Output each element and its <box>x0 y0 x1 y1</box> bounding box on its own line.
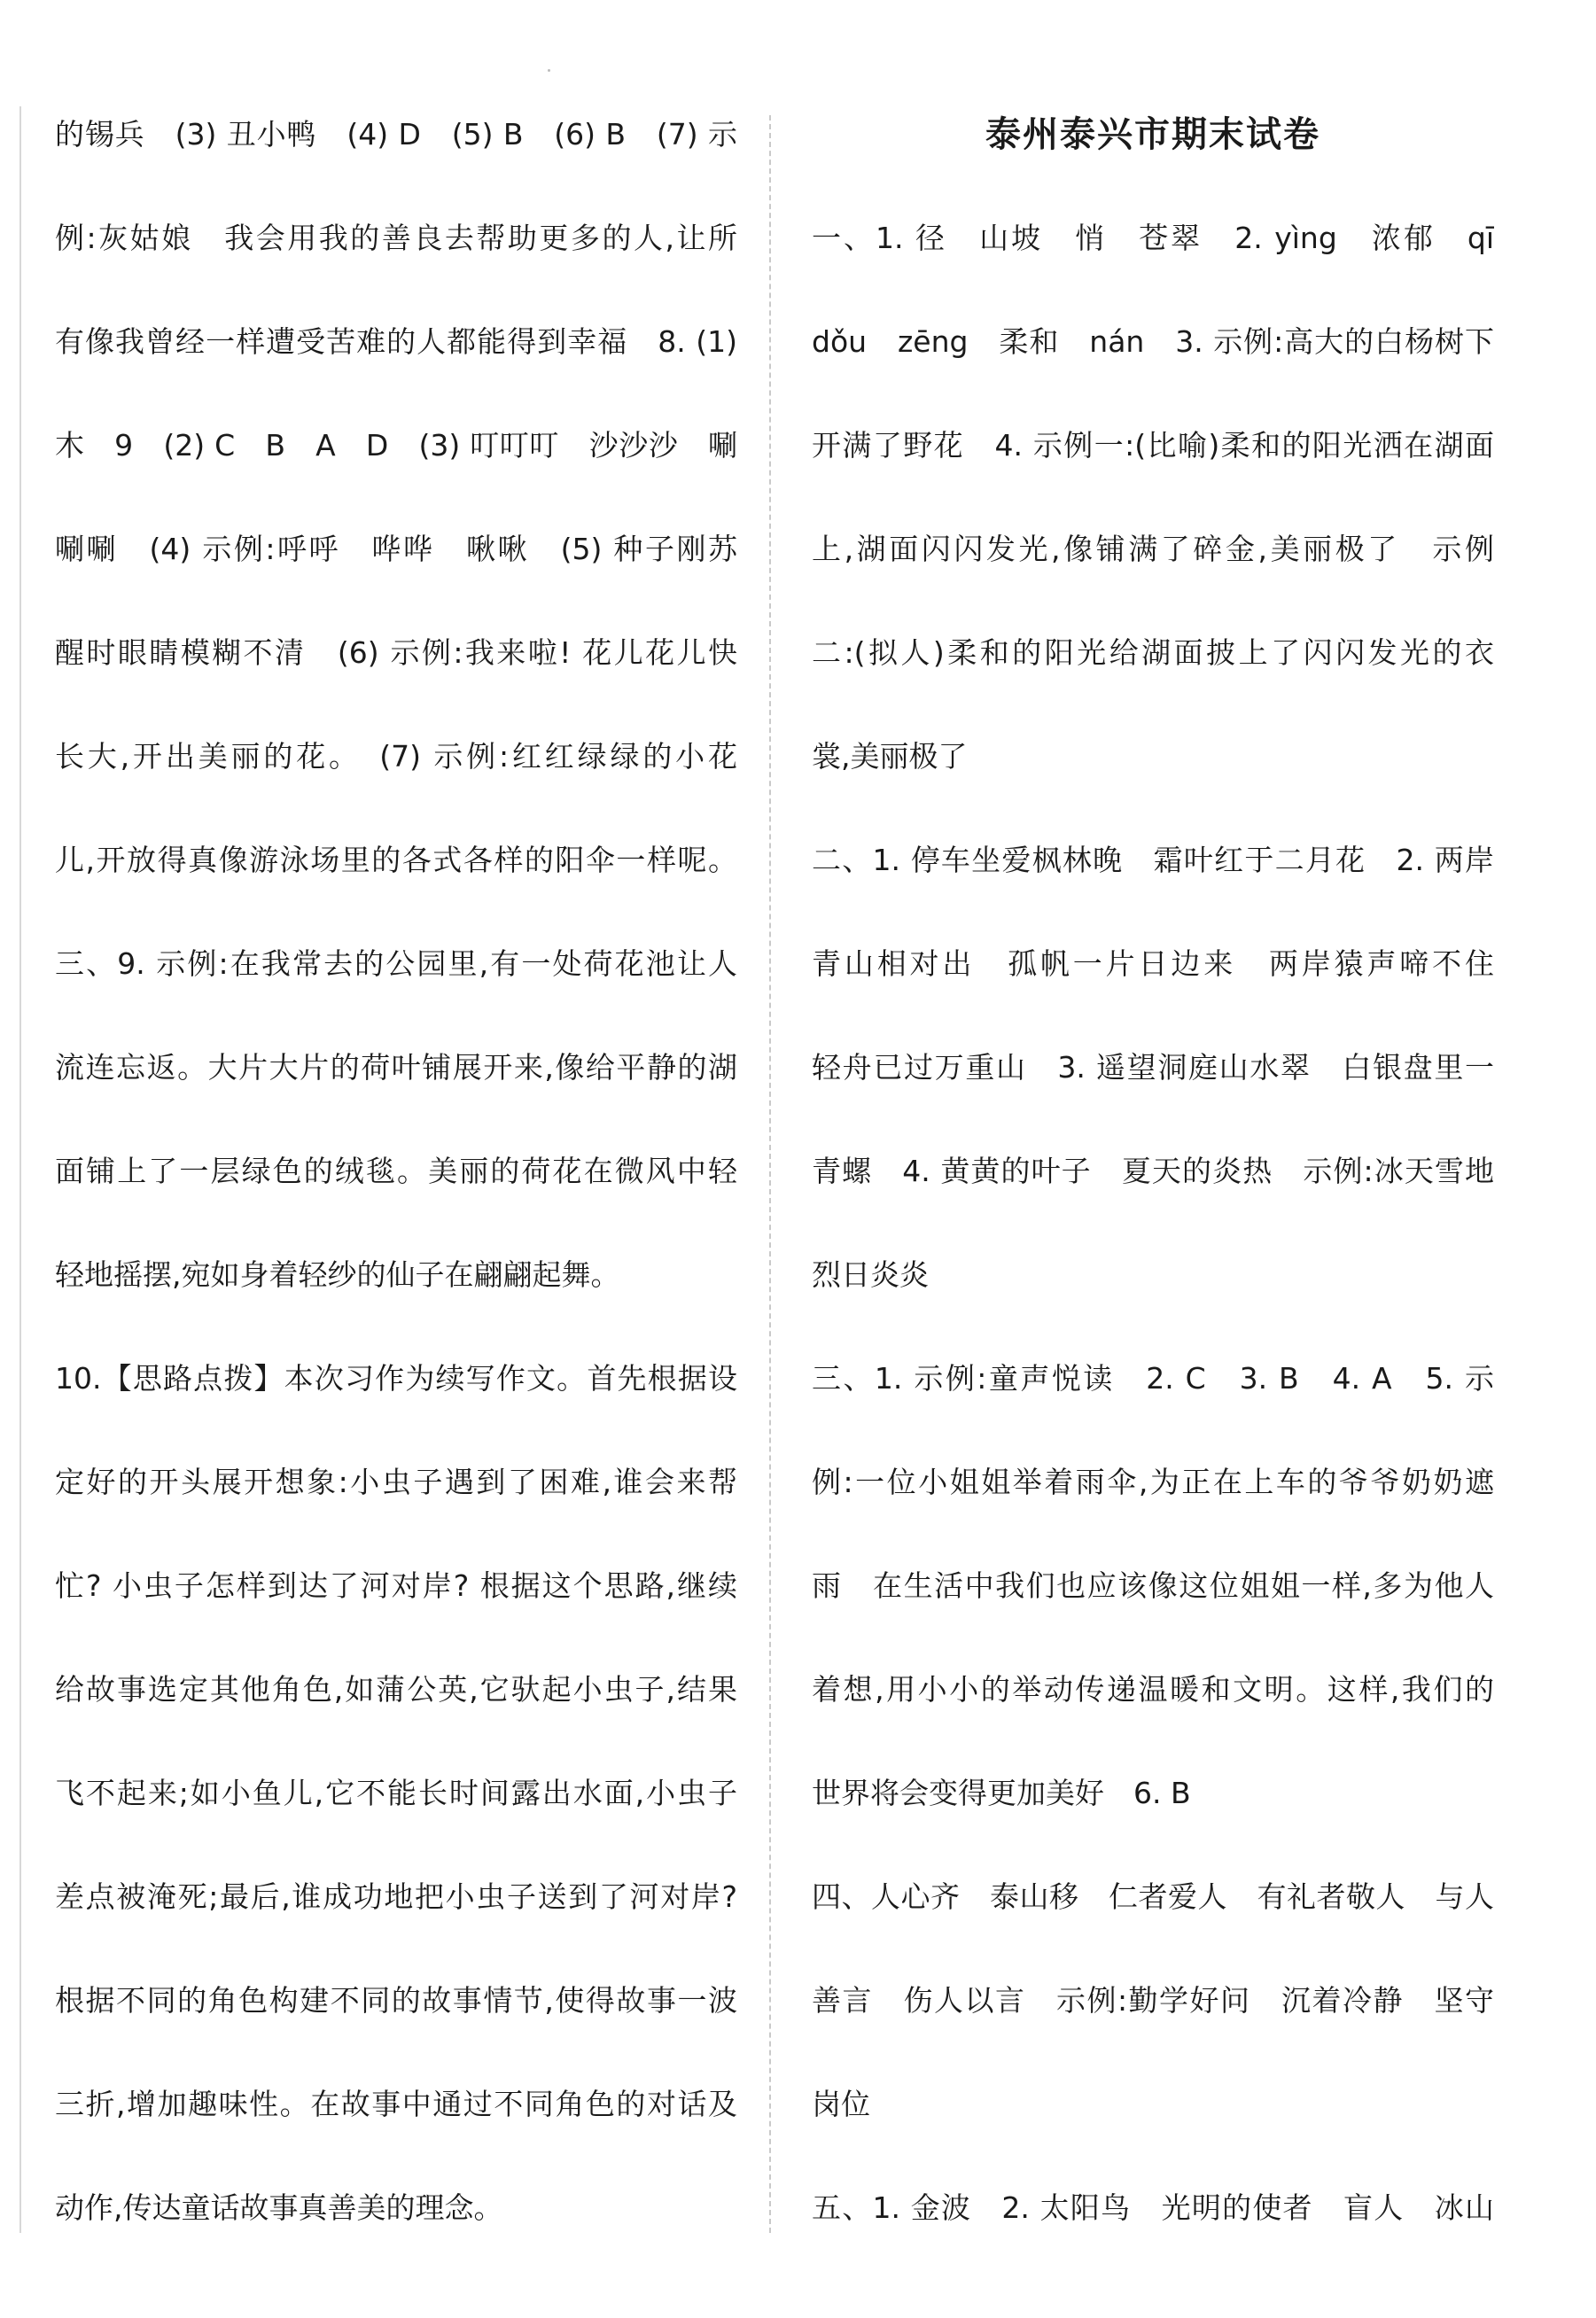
text-line: 根据不同的角色构建不同的故事情节,使得故事一波 <box>55 1983 737 2018</box>
text-line: 例:一位小姐姐举着雨伞,为正在上车的爷爷奶奶遮 <box>812 1465 1494 1499</box>
text-line: 青山相对出 孤帆一片日边来 两岸猿声啼不住 <box>812 946 1494 981</box>
text-line: 动作,传达童话故事真善美的理念。 <box>55 2190 503 2225</box>
text-line: 木 9 (2) C B A D (3) 叮叮叮 沙沙沙 唰 <box>55 428 737 463</box>
text-line: 三折,增加趣味性。在故事中通过不同角色的对话及 <box>55 2087 737 2121</box>
text-line: 飞不起来;如小鱼儿,它不能长时间露出水面,小虫子 <box>55 1776 737 1810</box>
text-line: 忙? 小虫子怎样到达了河对岸? 根据这个思路,继续 <box>55 1568 737 1603</box>
text-line: 着想,用小小的举动传递温暖和文明。这样,我们的 <box>812 1672 1494 1707</box>
text-line: 四、人心齐 泰山移 仁者爱人 有礼者敬人 与人 <box>812 1879 1494 1914</box>
text-line: 三、1. 示例:童声悦读 2. C 3. B 4. A 5. 示 <box>812 1361 1494 1396</box>
text-line: 三、9. 示例:在我常去的公园里,有一处荷花池让人 <box>55 946 737 981</box>
text-line: 善言 伤人以言 示例:勤学好问 沉着冷静 坚守 <box>812 1983 1494 2018</box>
text-line: 儿,开放得真像游泳场里的各式各样的阳伞一样呢。 <box>55 843 737 877</box>
text-line: 差点被淹死;最后,谁成功地把小虫子送到了河对岸? <box>55 1879 737 1914</box>
text-line: 上,湖面闪闪发光,像铺满了碎金,美丽极了 示例 <box>812 532 1494 566</box>
text-line: 二:(拟人)柔和的阳光给湖面披上了闪闪发光的衣 <box>812 635 1494 670</box>
text-line: 二、1. 停车坐爱枫林晚 霜叶红于二月花 2. 两岸 <box>812 843 1494 877</box>
left-column <box>55 99 737 2276</box>
section-title: 泰州泰兴市期末试卷 <box>985 114 1320 155</box>
text-line: 定好的开头展开想象:小虫子遇到了困难,谁会来帮 <box>55 1465 737 1499</box>
page-edge-line <box>19 106 21 2233</box>
text-line: 的锡兵 (3) 丑小鸭 (4) D (5) B (6) B (7) 示 <box>55 117 737 152</box>
text-line: 岗位 <box>812 2087 870 2121</box>
text-line: 长大,开出美丽的花。 (7) 示例:红红绿绿的小花 <box>55 739 737 774</box>
text-line: 裳,美丽极了 <box>812 739 968 774</box>
text-line: 给故事选定其他角色,如蒲公英,它驮起小虫子,结果 <box>55 1672 737 1707</box>
scan-speck <box>548 69 550 72</box>
text-line: 轻舟已过万重山 3. 遥望洞庭山水翠 白银盘里一 <box>812 1050 1494 1085</box>
text-line: 轻地摇摆,宛如身着轻纱的仙子在翩翩起舞。 <box>55 1257 620 1292</box>
text-line: 醒时眼睛模糊不清 (6) 示例:我来啦! 花儿花儿快 <box>55 635 737 670</box>
text-line: 唰唰 (4) 示例:呼呼 哗哗 啾啾 (5) 种子刚苏 <box>55 532 737 566</box>
text-line: 一、1. 径 山坡 悄 苍翠 2. yìng 浓郁 qī <box>812 221 1494 255</box>
text-line: 烈日炎炎 <box>812 1257 929 1292</box>
column-divider <box>769 115 771 2233</box>
text-line: 流连忘返。大片大片的荷叶铺展开来,像给平静的湖 <box>55 1050 737 1085</box>
text-line: 雨 在生活中我们也应该像这位姐姐一样,多为他人 <box>812 1568 1494 1603</box>
text-line: 开满了野花 4. 示例一:(比喻)柔和的阳光洒在湖面 <box>812 428 1494 463</box>
text-line: 面铺上了一层绿色的绒毯。美丽的荷花在微风中轻 <box>55 1154 737 1188</box>
right-column <box>812 99 1494 2276</box>
text-line: 例:灰姑娘 我会用我的善良去帮助更多的人,让所 <box>55 221 737 255</box>
text-line: 五、1. 金波 2. 太阳鸟 光明的使者 盲人 冰山 <box>812 2190 1494 2225</box>
text-line: 10.【思路点拨】本次习作为续写作文。首先根据设 <box>55 1361 737 1396</box>
text-line: dǒu zēng 柔和 nán 3. 示例:高大的白杨树下 <box>812 324 1494 359</box>
text-line: 世界将会变得更加美好 6. B <box>812 1776 1191 1810</box>
text-line: 青螺 4. 黄黄的叶子 夏天的炎热 示例:冰天雪地 <box>812 1154 1494 1188</box>
text-line: 有像我曾经一样遭受苦难的人都能得到幸福 8. (1) <box>55 324 737 359</box>
